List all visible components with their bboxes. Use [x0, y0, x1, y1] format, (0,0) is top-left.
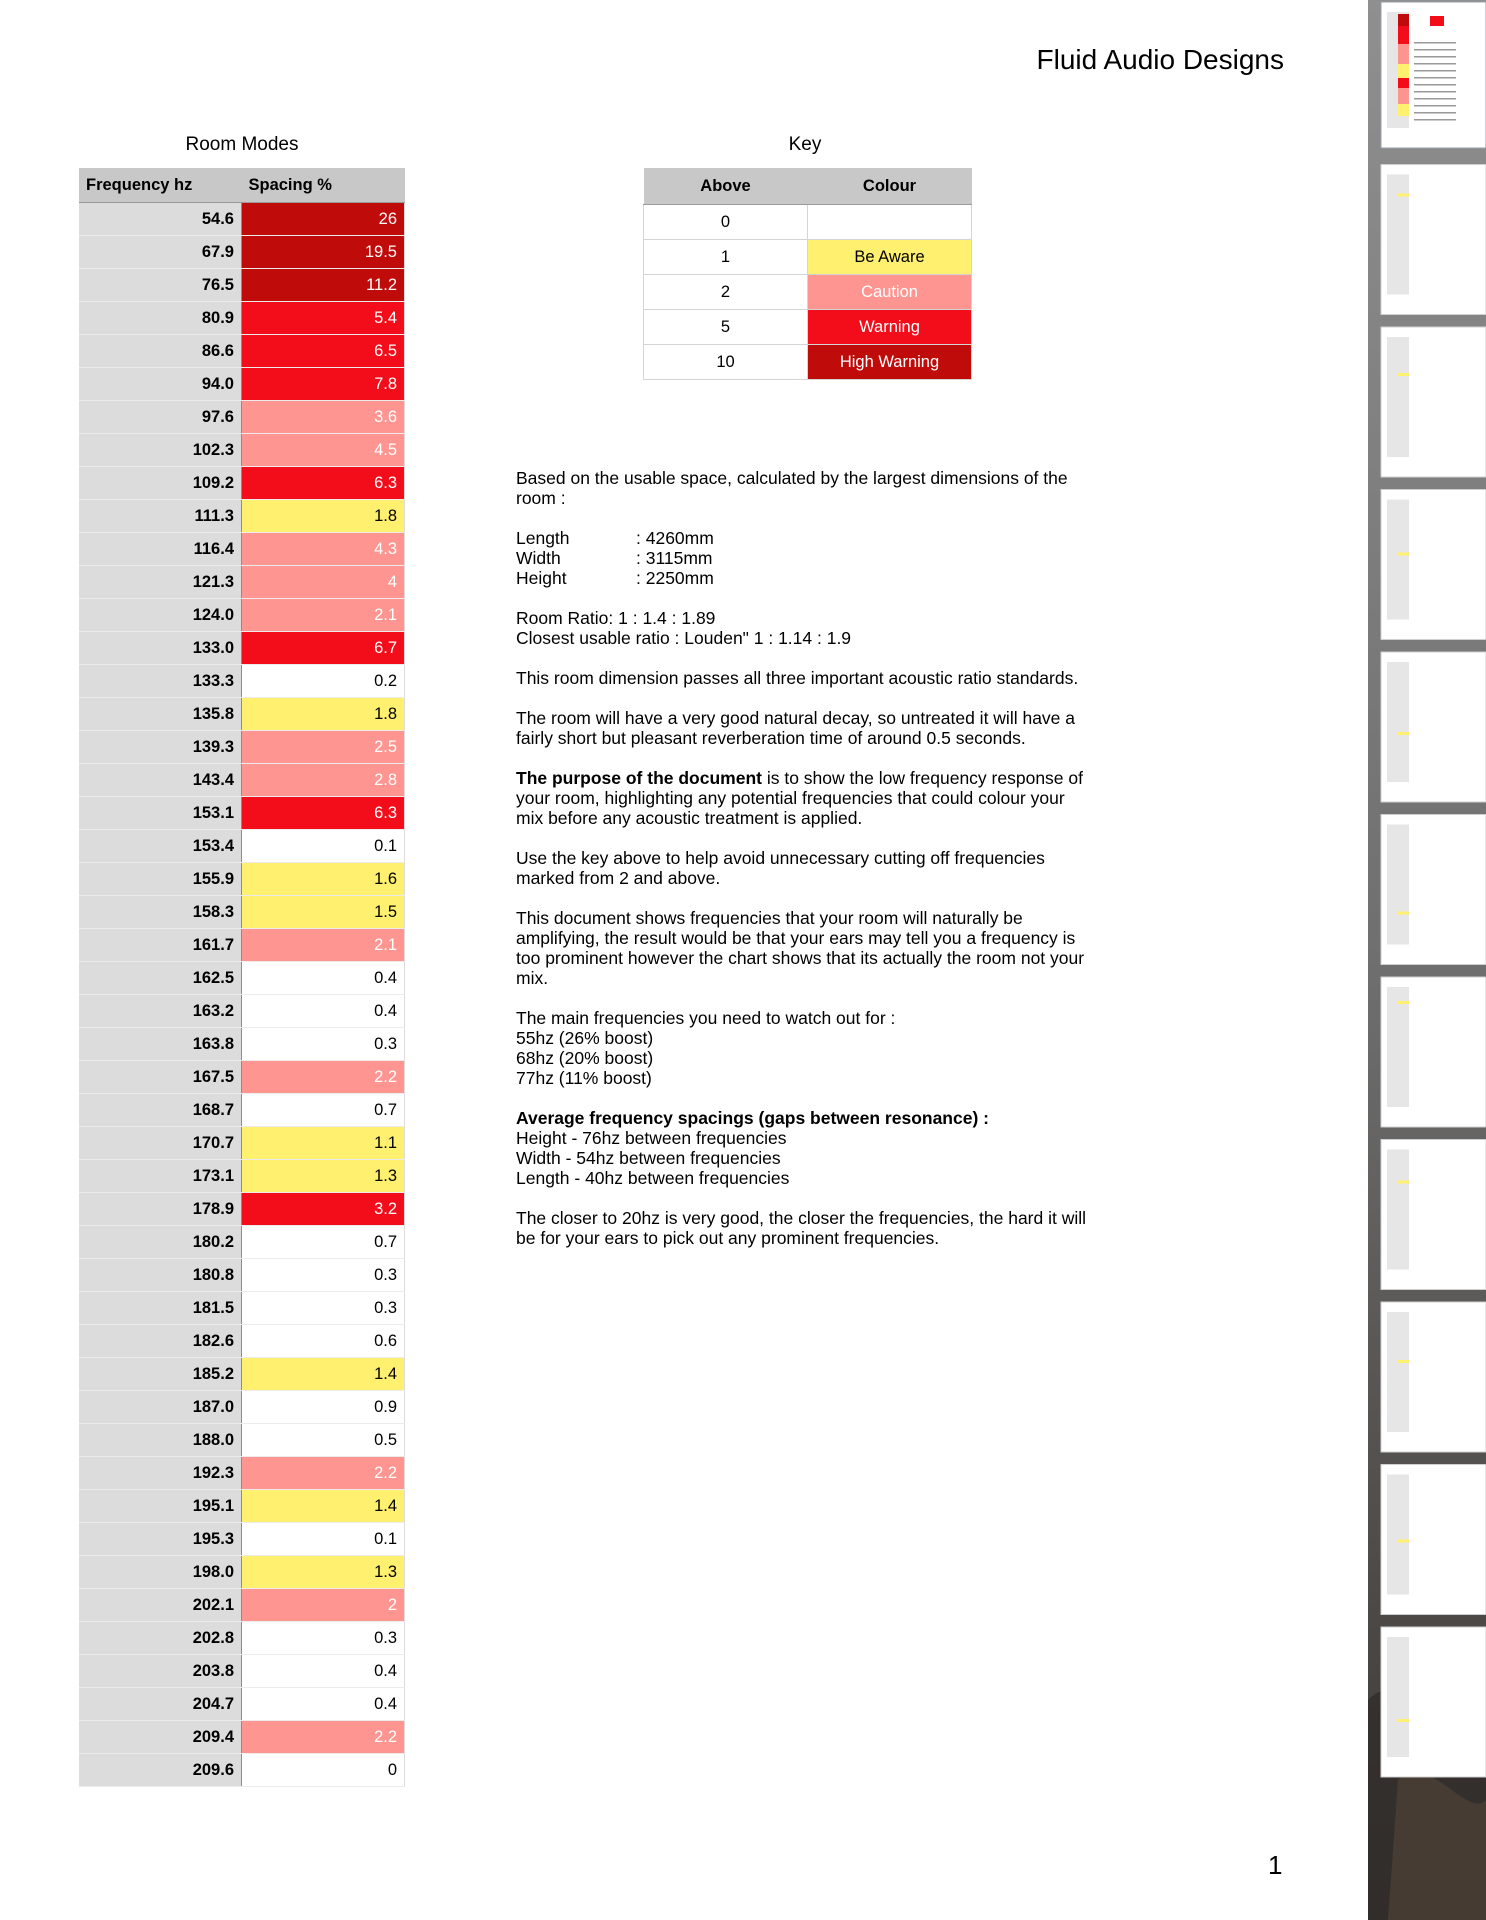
- mode-row: [79, 203, 405, 236]
- mode-row: [79, 863, 405, 896]
- above-column-header: Above: [644, 168, 808, 205]
- mode-row: [79, 368, 405, 401]
- spacing-cell: 2.1: [242, 599, 405, 632]
- spacing-cell: 1.8: [242, 500, 405, 533]
- spacing-cell: 19.5: [242, 236, 405, 269]
- spacing-cell: 11.2: [242, 269, 405, 302]
- frequency-cell: 209.6: [79, 1754, 242, 1787]
- frequency-cell: 124.0: [79, 599, 242, 632]
- frequency-cell: 188.0: [79, 1424, 242, 1457]
- spacing-cell: 7.8: [242, 368, 405, 401]
- mode-row: [79, 566, 405, 599]
- spacing-cell: 6.3: [242, 797, 405, 830]
- frequency-cell: 109.2: [79, 467, 242, 500]
- spacing-cell: 0.4: [242, 995, 405, 1028]
- mode-row: [79, 1259, 405, 1292]
- page-thumbnail[interactable]: [1381, 652, 1486, 802]
- key-row: [644, 345, 972, 380]
- spacing-cell: 1.3: [242, 1556, 405, 1589]
- frequency-cell: 168.7: [79, 1094, 242, 1127]
- frequency-cell: 133.0: [79, 632, 242, 665]
- key-colour-cell: Be Aware: [808, 240, 972, 275]
- frequency-column-header: Frequency hz: [79, 168, 242, 203]
- spacing-cell: 6.5: [242, 335, 405, 368]
- frequency-cell: 111.3: [79, 500, 242, 533]
- spacing-cell: 0.9: [242, 1391, 405, 1424]
- spacing-cell: 0.6: [242, 1325, 405, 1358]
- closest-ratio: Closest usable ratio : Louden" 1 : 1.14 : 1.9: [516, 628, 852, 648]
- spacing-cell: 1.6: [242, 863, 405, 896]
- mode-row: [79, 1490, 405, 1523]
- frequency-cell: 67.9: [79, 236, 242, 269]
- frequency-cell: 204.7: [79, 1688, 242, 1721]
- frequency-cell: 163.2: [79, 995, 242, 1028]
- mode-row: [79, 302, 405, 335]
- length-value: : 4260mm: [636, 528, 714, 548]
- mode-row: [79, 731, 405, 764]
- page-thumbnail[interactable]: [1381, 1302, 1486, 1452]
- page-number: 1: [1268, 1850, 1283, 1880]
- spacing-cell: 1.1: [242, 1127, 405, 1160]
- purpose-text: [516, 768, 1096, 828]
- frequency-cell: 54.6: [79, 203, 242, 236]
- frequency-cell: 153.1: [79, 797, 242, 830]
- mode-row: [79, 1721, 405, 1754]
- mode-row: [79, 1061, 405, 1094]
- room-modes-table: [79, 168, 405, 1787]
- brand-title: Fluid Audio Designs: [1036, 44, 1284, 75]
- mode-row: [79, 995, 405, 1028]
- key-row: [644, 240, 972, 275]
- key-colour-cell: Warning: [808, 310, 972, 345]
- mode-row: [79, 1358, 405, 1391]
- mode-row: [79, 335, 405, 368]
- frequency-cell: 135.8: [79, 698, 242, 731]
- frequency-cell: 202.8: [79, 1622, 242, 1655]
- page-thumbnail[interactable]: [1381, 165, 1486, 315]
- spacing-cell: 0.1: [242, 830, 405, 863]
- mode-row: [79, 1127, 405, 1160]
- key-colour-cell: High Warning: [808, 345, 972, 380]
- spacing-cell: 6.7: [242, 632, 405, 665]
- dimensions-list: [516, 528, 1096, 588]
- spacing-cell: 6.3: [242, 467, 405, 500]
- spacing-cell: 0.4: [242, 1688, 405, 1721]
- watch-title: The main frequencies you need to watch out for :: [516, 1008, 896, 1028]
- key-colour-cell: Caution: [808, 275, 972, 310]
- spacing-cell: 0.3: [242, 1259, 405, 1292]
- room-modes-title: Room Modes: [185, 134, 299, 155]
- frequency-cell: 102.3: [79, 434, 242, 467]
- spacing-cell: 2.2: [242, 1457, 405, 1490]
- colour-column-header: Colour: [808, 168, 972, 205]
- mode-row: [79, 1754, 405, 1787]
- frequency-cell: 167.5: [79, 1061, 242, 1094]
- height-label: Height: [516, 568, 567, 588]
- frequency-cell: 178.9: [79, 1193, 242, 1226]
- key-row: [644, 275, 972, 310]
- mode-row: [79, 1424, 405, 1457]
- mode-row: [79, 962, 405, 995]
- average-item: Length - 40hz between frequencies: [516, 1168, 790, 1188]
- mode-row: [79, 1391, 405, 1424]
- length-label: Length: [516, 528, 570, 548]
- frequency-cell: 185.2: [79, 1358, 242, 1391]
- frequency-cell: 153.4: [79, 830, 242, 863]
- mode-row: [79, 434, 405, 467]
- spacing-cell: 0.7: [242, 1226, 405, 1259]
- key-above-cell: 0: [644, 205, 808, 240]
- frequency-cell: 139.3: [79, 731, 242, 764]
- spacing-cell: 1.4: [242, 1358, 405, 1391]
- mode-row: [79, 1457, 405, 1490]
- spacing-cell: 1.4: [242, 1490, 405, 1523]
- frequency-cell: 97.6: [79, 401, 242, 434]
- key-table: [643, 168, 972, 380]
- width-value: : 3115mm: [636, 548, 713, 568]
- page-thumbnail[interactable]: [1381, 490, 1486, 640]
- frequency-cell: 163.8: [79, 1028, 242, 1061]
- frequency-cell: 192.3: [79, 1457, 242, 1490]
- mode-row: [79, 467, 405, 500]
- frequency-cell: 180.2: [79, 1226, 242, 1259]
- frequency-cell: 80.9: [79, 302, 242, 335]
- spacing-cell: 1.8: [242, 698, 405, 731]
- key-above-cell: 10: [644, 345, 808, 380]
- watch-item: 55hz (26% boost): [516, 1028, 654, 1048]
- mode-row: [79, 1325, 405, 1358]
- page-thumbnail[interactable]: [1381, 1627, 1486, 1777]
- mode-row: [79, 1523, 405, 1556]
- frequency-cell: 182.6: [79, 1325, 242, 1358]
- mode-row: [79, 599, 405, 632]
- page-thumbnail[interactable]: [1381, 327, 1486, 477]
- spacing-cell: 2.2: [242, 1061, 405, 1094]
- mode-row: [79, 764, 405, 797]
- spacing-cell: 0.3: [242, 1622, 405, 1655]
- use-key-text: Use the key above to help avoid unnecessary cutting off frequencies marked from 2 and above.: [516, 848, 1045, 888]
- frequency-cell: 155.9: [79, 863, 242, 896]
- spacing-cell: 2.8: [242, 764, 405, 797]
- frequency-cell: 94.0: [79, 368, 242, 401]
- spacing-cell: 2.1: [242, 929, 405, 962]
- frequency-cell: 76.5: [79, 269, 242, 302]
- mode-row: [79, 1655, 405, 1688]
- spacing-cell: 4.5: [242, 434, 405, 467]
- spacing-cell: 0.4: [242, 1655, 405, 1688]
- frequency-cell: 158.3: [79, 896, 242, 929]
- frequency-cell: 181.5: [79, 1292, 242, 1325]
- spacing-cell: 5.4: [242, 302, 405, 335]
- page-thumbnail[interactable]: [1381, 1140, 1486, 1290]
- spacing-cell: 0.4: [242, 962, 405, 995]
- spacing-cell: 4.3: [242, 533, 405, 566]
- height-value: : 2250mm: [636, 568, 714, 588]
- mode-row: [79, 1028, 405, 1061]
- average-item: Height - 76hz between frequencies: [516, 1128, 787, 1148]
- key-body: [644, 205, 972, 380]
- frequency-cell: 198.0: [79, 1556, 242, 1589]
- mode-row: [79, 1622, 405, 1655]
- mode-row: [79, 632, 405, 665]
- ratio-block: [516, 608, 1096, 648]
- spacing-cell: 2: [242, 1589, 405, 1622]
- purpose-bold: The purpose of the document: [516, 768, 762, 788]
- key-colour-cell: [808, 205, 972, 240]
- frequency-cell: 133.3: [79, 665, 242, 698]
- spacing-cell: 0.3: [242, 1028, 405, 1061]
- average-title: Average frequency spacings (gaps between resonance) :: [516, 1108, 989, 1128]
- spacing-cell: 0.5: [242, 1424, 405, 1457]
- average-block: [516, 1108, 1096, 1188]
- spacing-cell: 0.2: [242, 665, 405, 698]
- mode-row: [79, 533, 405, 566]
- mode-row: [79, 797, 405, 830]
- spacing-cell: 26: [242, 203, 405, 236]
- amplifying-text: This document shows frequencies that your room will naturally be amplifying, the result would be that your ears may tell you a frequency is too prominent however the chart shows that its actually the room not your mix.: [516, 908, 1085, 988]
- frequency-cell: 195.1: [79, 1490, 242, 1523]
- mode-row: [79, 401, 405, 434]
- passes-text: This room dimension passes all three important acoustic ratio standards.: [516, 668, 1079, 688]
- average-item: Width - 54hz between frequencies: [516, 1148, 781, 1168]
- frequency-cell: 202.1: [79, 1589, 242, 1622]
- page-thumbnail[interactable]: [1381, 977, 1486, 1127]
- purpose-rest: is to show the low frequency response of your room, highlighting any potential frequencies that could colour your mix before any acoustic treatment is applied.: [516, 768, 1083, 828]
- key-above-cell: 5: [644, 310, 808, 345]
- mode-row: [79, 1193, 405, 1226]
- page-thumbnail[interactable]: [1381, 815, 1486, 965]
- mode-row: [79, 1292, 405, 1325]
- mode-row: [79, 830, 405, 863]
- mode-row: [79, 698, 405, 731]
- page-thumbnail-sidebar[interactable]: [1368, 0, 1486, 1920]
- watch-item: 68hz (20% boost): [516, 1048, 654, 1068]
- mode-row: [79, 236, 405, 269]
- page-thumbnail[interactable]: [1381, 1465, 1486, 1615]
- spacing-cell: 2.5: [242, 731, 405, 764]
- spacing-cell: 3.6: [242, 401, 405, 434]
- watch-item: 77hz (11% boost): [516, 1068, 652, 1088]
- mode-row: [79, 929, 405, 962]
- spacing-column-header: Spacing %: [242, 168, 405, 203]
- room-notes: [516, 468, 1096, 1268]
- spacing-cell: 1.3: [242, 1160, 405, 1193]
- frequency-cell: 161.7: [79, 929, 242, 962]
- spacing-cell: 3.2: [242, 1193, 405, 1226]
- mode-row: [79, 1688, 405, 1721]
- intro-text: Based on the usable space, calculated by the largest dimensions of the room :: [516, 468, 1068, 508]
- frequency-cell: 143.4: [79, 764, 242, 797]
- spacing-cell: 0.3: [242, 1292, 405, 1325]
- key-title: Key: [788, 134, 822, 155]
- width-label: Width: [516, 548, 561, 568]
- mode-row: [79, 269, 405, 302]
- room-modes-body: [79, 203, 405, 1787]
- page-thumbnail[interactable]: [1381, 2, 1486, 148]
- frequency-cell: 162.5: [79, 962, 242, 995]
- mode-row: [79, 665, 405, 698]
- mode-row: [79, 896, 405, 929]
- frequency-cell: 86.6: [79, 335, 242, 368]
- room-ratio: Room Ratio: 1 : 1.4 : 1.89: [516, 608, 716, 628]
- closing-text: The closer to 20hz is very good, the closer the frequencies, the hard it will be for your ears to pick out any prominent frequencies.: [516, 1208, 1087, 1248]
- frequency-cell: 209.4: [79, 1721, 242, 1754]
- decay-text: The room will have a very good natural decay, so untreated it will have a fairly short but pleasant reverberation time of around 0.5 seconds.: [516, 708, 1076, 748]
- frequency-cell: 170.7: [79, 1127, 242, 1160]
- watch-block: [516, 1008, 1096, 1088]
- mode-row: [79, 1589, 405, 1622]
- frequency-cell: 121.3: [79, 566, 242, 599]
- key-above-cell: 2: [644, 275, 808, 310]
- spacing-cell: 1.5: [242, 896, 405, 929]
- mode-row: [79, 1226, 405, 1259]
- spacing-cell: 2.2: [242, 1721, 405, 1754]
- spacing-cell: 4: [242, 566, 405, 599]
- spacing-cell: 0.7: [242, 1094, 405, 1127]
- mode-row: [79, 1160, 405, 1193]
- mode-row: [79, 500, 405, 533]
- frequency-cell: 187.0: [79, 1391, 242, 1424]
- key-above-cell: 1: [644, 240, 808, 275]
- frequency-cell: 173.1: [79, 1160, 242, 1193]
- key-row: [644, 205, 972, 240]
- frequency-cell: 203.8: [79, 1655, 242, 1688]
- spacing-cell: 0.1: [242, 1523, 405, 1556]
- frequency-cell: 180.8: [79, 1259, 242, 1292]
- spacing-cell: 0: [242, 1754, 405, 1787]
- frequency-cell: 116.4: [79, 533, 242, 566]
- key-row: [644, 310, 972, 345]
- frequency-cell: 195.3: [79, 1523, 242, 1556]
- mode-row: [79, 1094, 405, 1127]
- mode-row: [79, 1556, 405, 1589]
